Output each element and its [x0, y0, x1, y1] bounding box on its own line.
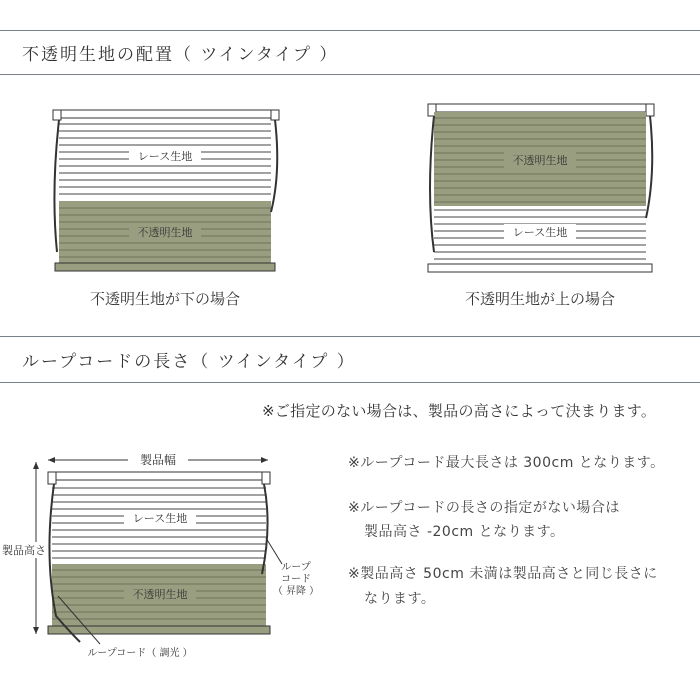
note-3-line-2: なります。 [364, 591, 436, 607]
height-label: 製品高さ [2, 544, 46, 557]
right-caption: 不透明生地が上の場合 [464, 290, 615, 308]
loop-top-label: レース生地 [132, 512, 188, 525]
left-bottom-label: 不透明生地 [137, 226, 193, 239]
section2-bottom-rule [0, 382, 700, 383]
notice-text: ※ご指定のない場合は、製品の高さによって決まります。 [262, 402, 657, 420]
right-top-label: 不透明生地 [512, 154, 568, 167]
section2-title: ループコードの長さ（ ツインタイプ ） [22, 352, 356, 372]
lift-cord-line-2: コード [281, 574, 311, 585]
left-caption: 不透明生地が下の場合 [89, 290, 240, 308]
section1-title: 不透明生地の配置（ ツインタイプ ） [22, 45, 339, 65]
dim-cord-label: ループコード（ 調光 ） [87, 648, 193, 659]
diagram-opaque-bottom [45, 102, 285, 278]
note-2-line-2: 製品高さ -20cm となります。 [364, 524, 565, 540]
section1-top-rule [0, 30, 700, 31]
lift-cord-line-3: （ 昇降 ） [272, 586, 320, 597]
left-top-label: レース生地 [137, 150, 193, 163]
note-2-line-1: ※ループコードの長さの指定がない場合は [348, 500, 620, 516]
loop-bottom-label: 不透明生地 [132, 588, 188, 601]
diagram-loop-cord [0, 446, 340, 666]
section1-bottom-rule [0, 74, 700, 75]
diagram-opaque-top [420, 102, 660, 278]
note-3-line-1: ※製品高さ 50cm 未満は製品高さと同じ長さに [348, 566, 658, 582]
width-label: 製品幅 [139, 453, 177, 467]
right-bottom-label: レース生地 [512, 226, 568, 239]
lift-cord-line-1: ループ [281, 562, 311, 573]
note-1: ※ループコード最大長さは 300cm となります。 [348, 455, 665, 471]
section2-top-rule [0, 336, 700, 337]
